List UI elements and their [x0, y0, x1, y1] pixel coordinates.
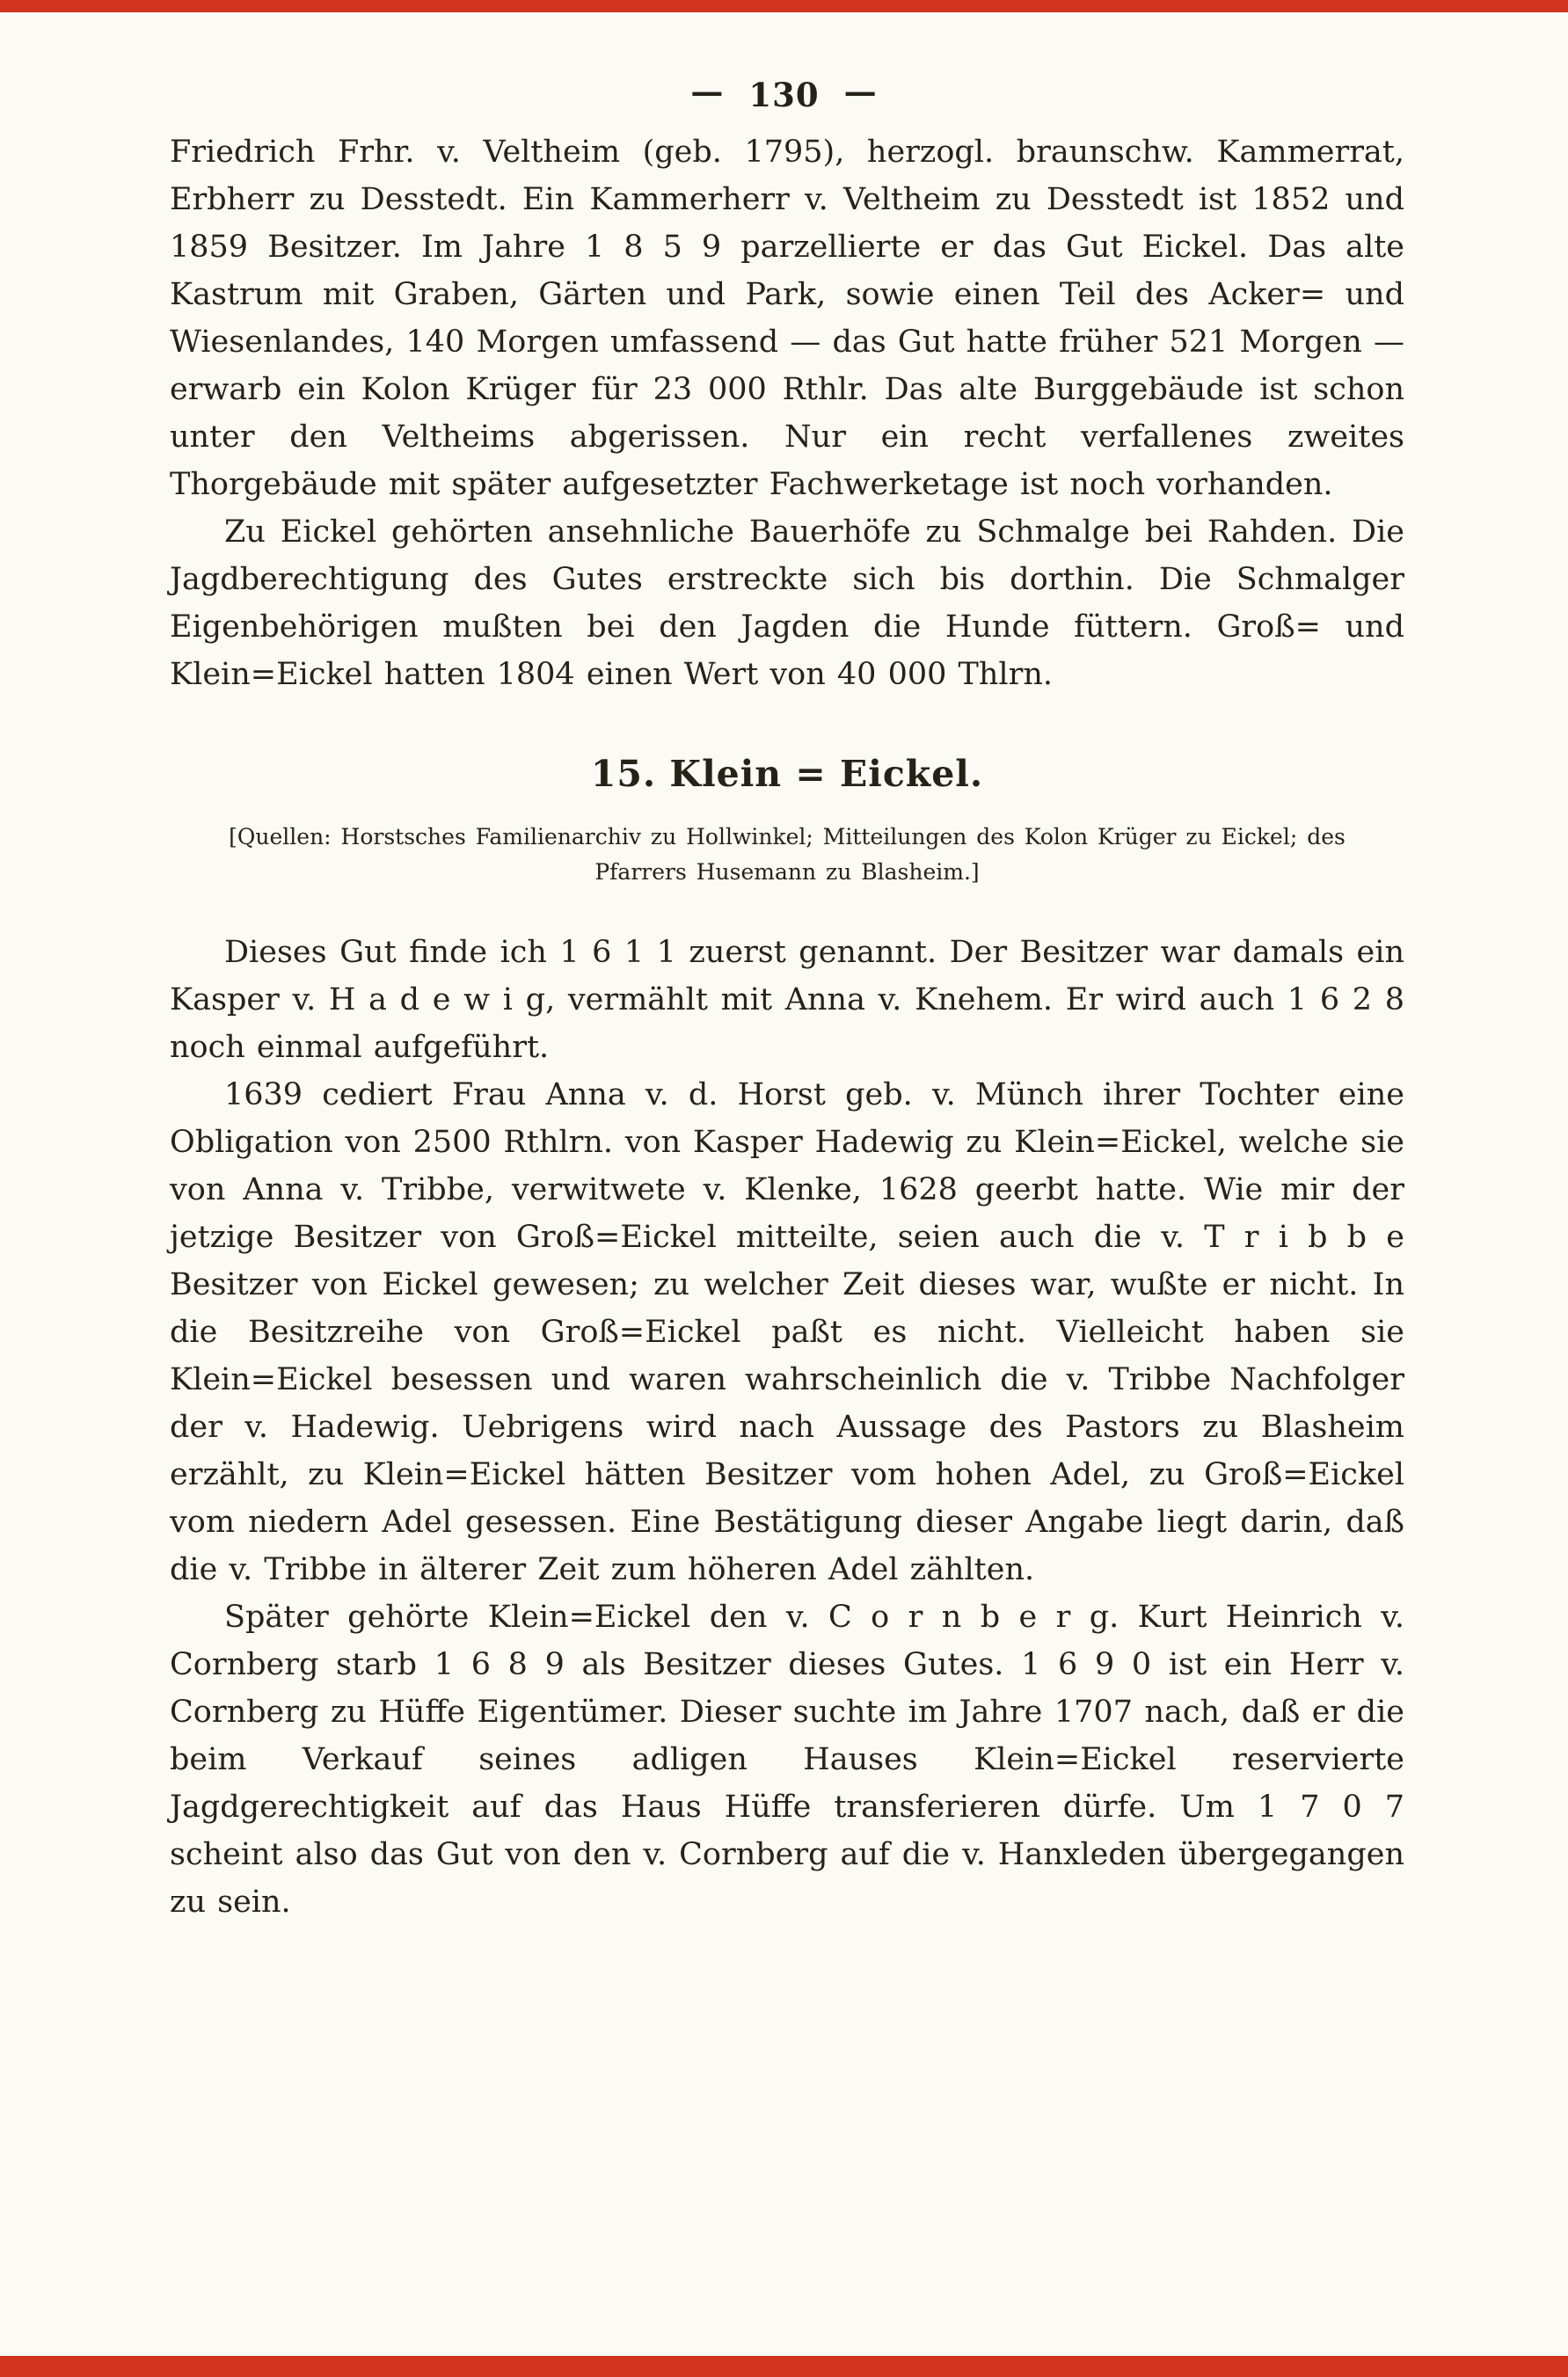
scan-edge-top — [0, 0, 1568, 12]
paragraph-erste-nennung-1611: Dieses Gut finde ich 1 6 1 1 zuerst genannt. Der Besitzer war damals ein Kasper v. H a d e w i g, vermählt mit Anna v. Knehem. Er wird auch 1 6 2 8 noch einmal aufgeführt. — [170, 935, 1404, 1065]
page-number-right-dash: — — [843, 72, 878, 111]
section-heading: 15. Klein = Eickel. — [590, 753, 984, 795]
paragraph-obligation-1639: 1639 cediert Frau Anna v. d. Horst geb. v. Münch ihrer Tochter eine Obligation von 2500 Rthlrn. von Kasper Hadewig zu Klein=Eickel, welche sie von Anna v. Tribbe, verwitwete v. Klenke, 1628 geerbt hatte. Wie mir der jetzige Besitzer von Groß=Eickel mitteilte, seien auch die v. T r i b b e Besitzer von Eickel gewesen; zu welcher Zeit dieses war, wußte er nicht. In die Besitzreihe von Groß=Eickel paßt es nicht. Vielleicht haben sie Klein=Eickel besessen und waren wahrscheinlich die v. Tribbe Nachfolger der v. Hadewig. Uebrigens wird nach Aussage des Pastors zu Blasheim erzählt, zu Klein=Eickel hätten Besitzer vom hohen Adel, zu Groß=Eickel vom niedern Adel gesessen. Eine Bestätigung dieser Angabe liegt darin, daß die v. Tribbe in älterer Zeit zum höheren Adel zählten. — [170, 1077, 1404, 1587]
page-number: 130 — [748, 76, 820, 114]
paragraph-veltheim-continuation: Friedrich Frhr. v. Veltheim (geb. 1795), herzogl. braunschw. Kammerrat, Erbherr zu Desstedt. Ein Kammerherr v. Veltheim zu Desstedt ist 1852 und 1859 Besitzer. Im Jahre 1 8 5 9 parzellierte er das Gut Eickel. Das alte Kastrum mit Graben, Gärten und Park, sowie einen Teil des Acker= und Wiesenlandes, 140 Morgen umfassend — das Gut hatte früher 521 Morgen — erwarb ein Kolon Krüger für 23 000 Rthlr. Das alte Burggebäude ist schon unter den Veltheims abgerissen. Nur ein recht verfallenes zweites Thorgebäude mit später aufgesetzter Fachwerketage ist noch vorhanden. — [170, 135, 1404, 502]
page-number-left-dash: — — [690, 72, 725, 111]
page-text — [170, 128, 1404, 1926]
scan-edge-bottom — [0, 2356, 1568, 2377]
paragraph-cornberg: Später gehörte Klein=Eickel den v. C o r n b e r g. Kurt Heinrich v. Cornberg starb 1 6 8 9 als Besitzer dieses Gutes. 1 6 9 0 ist ein Herr v. Cornberg zu Hüffe Eigentümer. Dieser suchte im Jahre 1707 nach, daß er die beim Verkauf seines adligen Hauses Klein=Eickel reservierte Jagdgerechtigkeit auf das Haus Hüffe transferieren dürfe. Um 1 7 0 7 scheint also das Gut von den v. Cornberg auf die v. Hanxleden übergegangen zu sein. — [170, 1600, 1404, 1920]
paragraph-bauerhoefe-schmalge: Zu Eickel gehörten ansehnliche Bauerhöfe zu Schmalge bei Rahden. Die Jagdberechtigung des Gutes erstreckte sich bis dorthin. Die Schmalger Eigenbehörigen mußten bei den Jagden die Hunde füttern. Groß= und Klein=Eickel hatten 1804 einen Wert von 40 000 Thlrn. — [170, 514, 1404, 692]
page-header — [0, 72, 1568, 114]
sources-note: [Quellen: Horstsches Familienarchiv zu Hollwinkel; Mitteilungen des Kolon Krüger zu Eickel; des Pfarrers Husemann zu Blasheim.] — [229, 824, 1346, 885]
